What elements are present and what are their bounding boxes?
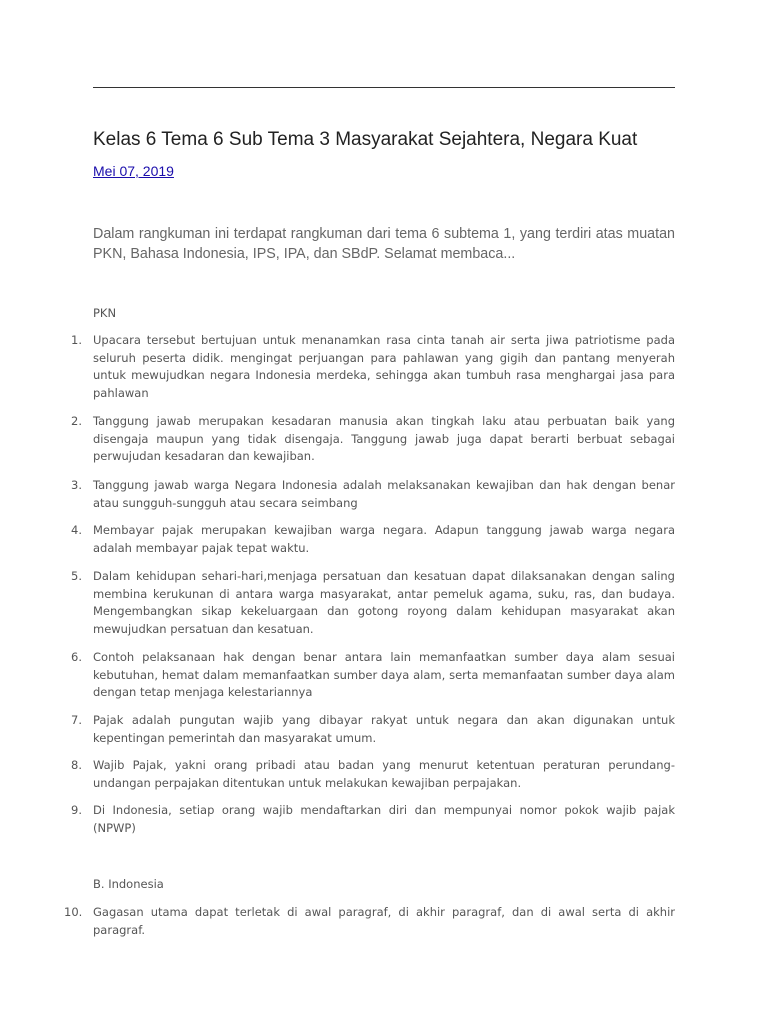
list-item-text: Tanggung jawab merupakan kesadaran manusia akan tingkah laku atau perbuatan baik yang disengaja maupun yang tidak disengaja. Tanggung jawab juga dapat berarti berbuat sebagai perwujudan kesadaran dan kewajiban. bbox=[93, 414, 675, 464]
list-item-number: 6. bbox=[71, 650, 82, 664]
list-item-text: Dalam kehidupan sehari-hari,menjaga persatuan dan kesatuan dapat dilaksanakan dengan saling membina kerukunan di antara warga masyarakat, antar pemeluk agama, suku, ras, dan budaya. Mengembangkan sikap kekeluargaan dan gotong royong dalam kehidupan masyarakat akan mewujudkan persatuan dan kesatuan. bbox=[93, 569, 675, 637]
list-item-text: Tanggung jawab warga Negara Indonesia adalah melaksanakan kewajiban dan hak dengan benar atau sungguh-sungguh atau secara seimbang bbox=[93, 478, 675, 510]
post-title: Kelas 6 Tema 6 Sub Tema 3 Masyarakat Sejahtera, Negara Kuat bbox=[93, 129, 638, 150]
section-heading-pkn: PKN bbox=[93, 306, 117, 320]
list-item bbox=[64, 712, 675, 747]
list-item-number: 1. bbox=[71, 333, 82, 347]
list-item bbox=[64, 649, 675, 702]
post-intro: Dalam rangkuman ini terdapat rangkuman dari tema 6 subtema 1, yang terdiri atas muatan PKN, Bahasa Indonesia, IPS, IPA, dan SBdP. Selamat membaca... bbox=[93, 226, 675, 262]
list-item bbox=[64, 522, 675, 557]
list-item-number: 4. bbox=[71, 523, 82, 537]
list-item-number: 8. bbox=[71, 758, 82, 772]
post-date-link[interactable]: Mei 07, 2019 bbox=[93, 163, 174, 179]
list-item-number: 5. bbox=[71, 569, 82, 583]
list-item bbox=[64, 904, 675, 939]
list-item-text: Gagasan utama dapat terletak di awal paragraf, di akhir paragraf, dan di awal serta di akhir paragraf. bbox=[93, 905, 675, 937]
list-item bbox=[64, 332, 675, 403]
list-item-text: Upacara tersebut bertujuan untuk menanamkan rasa cinta tanah air serta jiwa patriotisme pada seluruh peserta didik. mengingat perjuangan para pahlawan yang gigih dan pantang menyerah untuk mewujudkan negara Indonesia merdeka, sehingga akan tumbuh rasa menghargai jasa para pahlawan bbox=[93, 333, 675, 401]
section-heading-b-indonesia: B. Indonesia bbox=[93, 877, 164, 891]
list-item-text: Contoh pelaksanaan hak dengan benar antara lain memanfaatkan sumber daya alam sesuai kebutuhan, hemat dalam memanfaatkan sumber daya alam, serta memanfaatan sumber daya alam dengan tetap menjaga kelestariannya bbox=[93, 650, 675, 700]
list-item bbox=[64, 757, 675, 792]
list-item bbox=[64, 477, 675, 512]
list-item-number: 7. bbox=[71, 713, 82, 727]
list-item-number: 9. bbox=[71, 803, 82, 817]
list-item-text: Di Indonesia, setiap orang wajib mendaftarkan diri dan mempunyai nomor pokok wajib pajak (NPWP) bbox=[93, 803, 675, 835]
list-item-number: 10. bbox=[64, 905, 83, 919]
list-item bbox=[64, 568, 675, 639]
list-item-text: Membayar pajak merupakan kewajiban warga negara. Adapun tanggung jawab warga negara adalah membayar pajak tepat waktu. bbox=[93, 523, 675, 555]
list-item-text: Wajib Pajak, yakni orang pribadi atau badan yang menurut ketentuan peraturan perundang-undangan perpajakan ditentukan untuk melakukan kewajiban perpajakan. bbox=[93, 758, 675, 790]
list-item-number: 3. bbox=[71, 478, 82, 492]
list-item bbox=[64, 802, 675, 837]
list-item-number: 2. bbox=[71, 414, 82, 428]
list-item bbox=[64, 413, 675, 466]
header-divider bbox=[93, 87, 675, 88]
list-item-text: Pajak adalah pungutan wajib yang dibayar rakyat untuk negara dan akan digunakan untuk kepentingan pemerintah dan masyarakat umum. bbox=[93, 713, 675, 745]
